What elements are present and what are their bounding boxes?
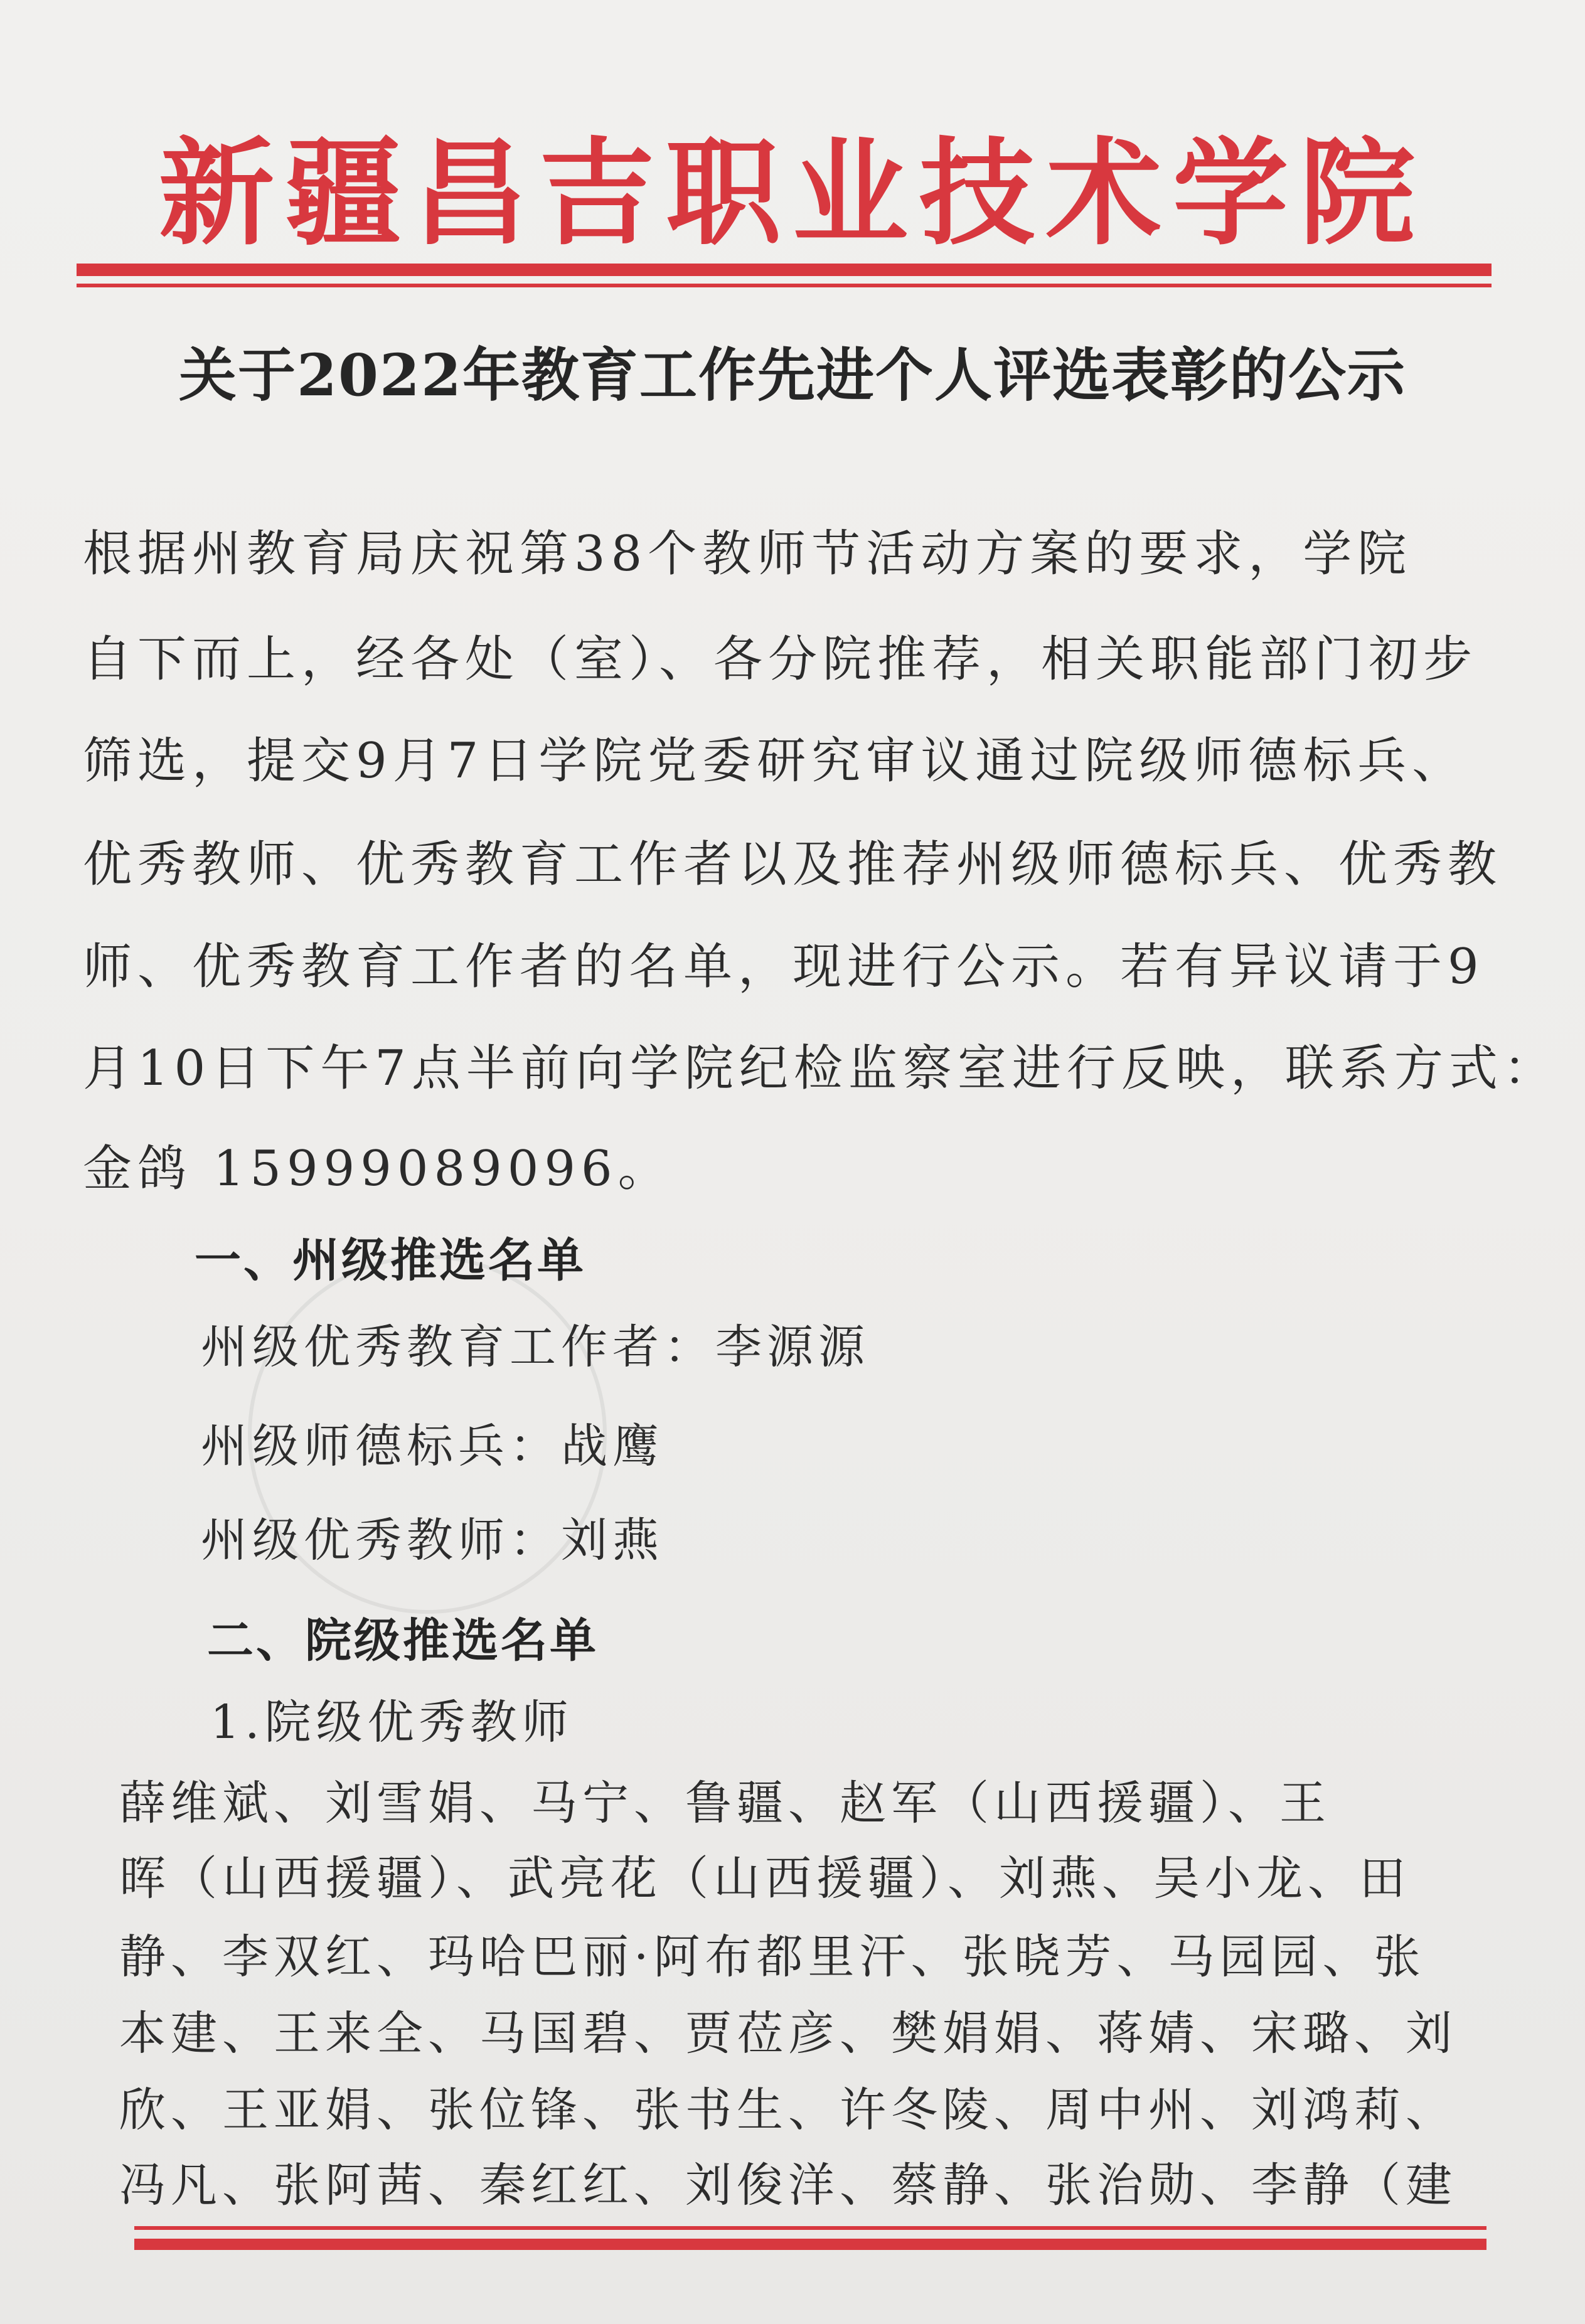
footer-rule-thin <box>134 2226 1486 2230</box>
name-line: 本建、王来全、马国碧、贾莅彦、樊娟娟、蒋婧、宋璐、刘 <box>119 2007 1457 2060</box>
list-item: 州级优秀教育工作者：李源源 <box>201 1320 870 1374</box>
subsection-heading: 1.院级优秀教师 <box>210 1695 574 1749</box>
header-rule-thick <box>77 264 1492 276</box>
document-title: 关于2022年教育工作先进个人评选表彰的公示 <box>178 341 1407 409</box>
footer-rule-thick <box>134 2239 1486 2250</box>
body-line: 金鸽 15999089096。 <box>83 1141 673 1197</box>
body-line: 月10日下午7点半前向学院纪检监察室进行反映，联系方式： <box>83 1040 1558 1097</box>
header-rule-thin <box>77 284 1492 287</box>
list-item: 州级优秀教师：刘燕 <box>201 1513 664 1567</box>
body-line: 师、优秀教育工作者的名单，现进行公示。若有异议请于9 <box>83 939 1485 995</box>
body-line: 筛选，提交9月7日学院党委研究审议通过院级师德标兵、 <box>83 733 1467 789</box>
body-line: 自下而上，经各处（室）、各分院推荐，相关职能部门初步 <box>83 631 1478 688</box>
name-line: 欣、王亚娟、张位锋、张书生、许冬陵、周中州、刘鸿莉、 <box>119 2083 1457 2137</box>
name-line: 晖（山西援疆）、武亮花（山西援疆）、刘燕、吴小龙、田 <box>119 1852 1411 1906</box>
institution-header: 新疆昌吉职业技术学院 <box>158 127 1426 261</box>
body-line: 优秀教师、优秀教育工作者以及推荐州级师德标兵、优秀教 <box>83 836 1503 893</box>
name-line: 冯凡、张阿茜、秦红红、刘俊洋、蔡静、张治勋、李静（建 <box>119 2158 1457 2212</box>
name-line: 薛维斌、刘雪娟、马宁、鲁疆、赵军（山西援疆）、王 <box>119 1776 1331 1830</box>
section-heading-college: 二、院级推选名单 <box>207 1614 599 1668</box>
body-line: 根据州教育局庆祝第38个教师节活动方案的要求，学院 <box>83 526 1412 582</box>
section-heading-prefecture: 一、州级推选名单 <box>195 1234 586 1287</box>
name-line: 静、李双红、玛哈巴丽·阿布都里汗、张晓芳、马园园、张 <box>119 1930 1426 1984</box>
list-item: 州级师德标兵：战鹰 <box>201 1419 664 1473</box>
